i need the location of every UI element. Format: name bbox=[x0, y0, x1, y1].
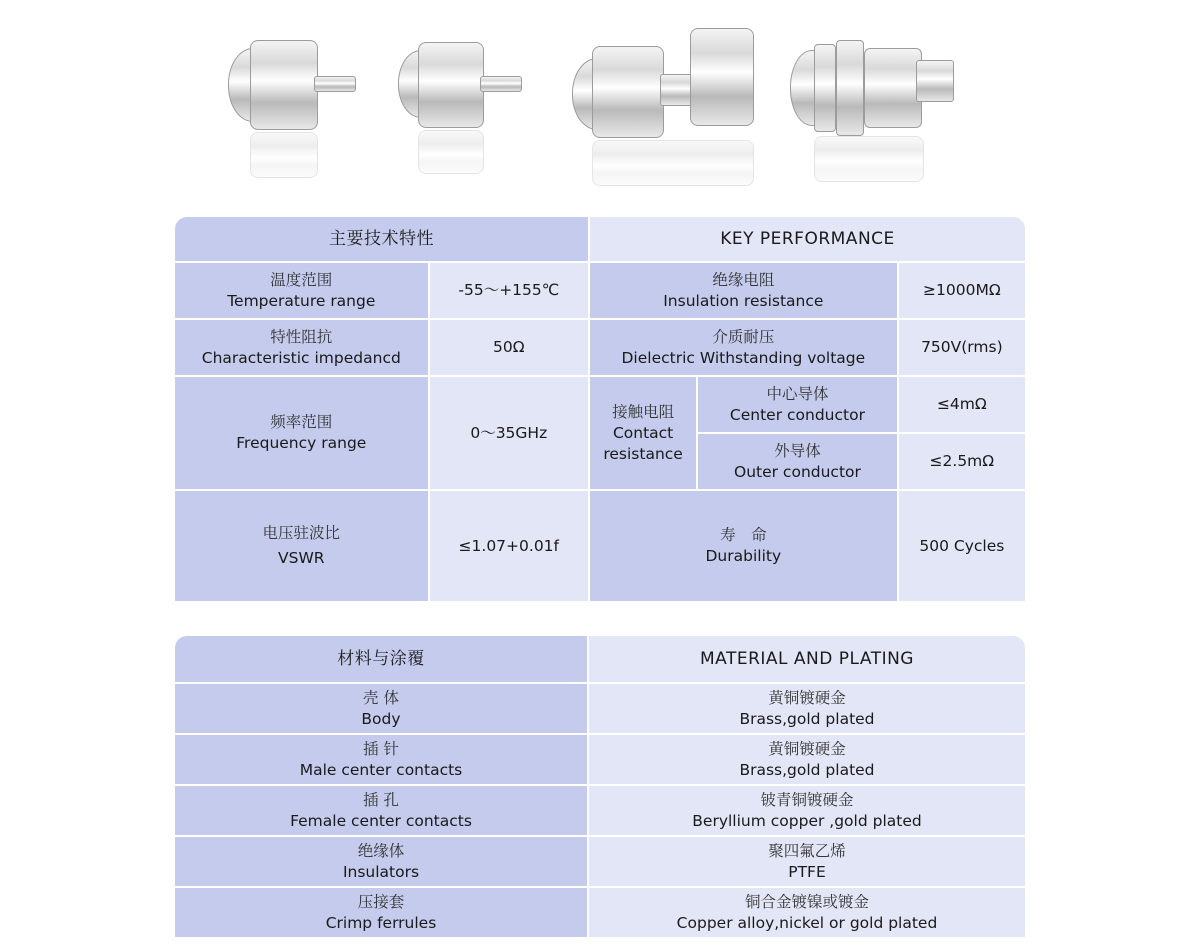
impedance-value: 50Ω bbox=[430, 320, 588, 375]
vswr-label: 电压驻波比 VSWR bbox=[175, 491, 428, 601]
material-value-body: 黄铜镀硬金 Brass,gold plated bbox=[589, 684, 1025, 733]
material-part-male-contacts: 插 针 Male center contacts bbox=[175, 735, 587, 784]
outer-conductor-label: 外导体 Outer conductor bbox=[698, 434, 896, 489]
material-value-male-contacts: 黄铜镀硬金 Brass,gold plated bbox=[589, 735, 1025, 784]
material-part-female-contacts: 插 孔 Female center contacts bbox=[175, 786, 587, 835]
center-conductor-value: ≤4mΩ bbox=[899, 377, 1025, 432]
material-value-insulators: 聚四氟乙烯 PTFE bbox=[589, 837, 1025, 886]
durability-value: 500 Cycles bbox=[899, 491, 1025, 601]
durability-label: 寿 命 Durability bbox=[590, 491, 897, 601]
sma-adapter-image bbox=[572, 28, 762, 188]
insulation-resistance-label: 绝缘电阻 Insulation resistance bbox=[590, 263, 897, 318]
key-performance-table bbox=[173, 215, 1027, 603]
dielectric-voltage-label: 介质耐压 Dielectric Withstanding voltage bbox=[590, 320, 897, 375]
material-header-zh: 材料与涂覆 bbox=[175, 636, 587, 682]
performance-header-zh: 主要技术特性 bbox=[175, 217, 588, 261]
insulation-resistance-value: ≥1000MΩ bbox=[899, 263, 1025, 318]
sma-plug-image-2 bbox=[398, 40, 528, 180]
material-header-en: MATERIAL AND PLATING bbox=[589, 636, 1025, 682]
frequency-label: 频率范围 Frequency range bbox=[175, 377, 428, 489]
impedance-label: 特性阻抗 Characteristic impedancd bbox=[175, 320, 428, 375]
material-value-female-contacts: 铍青铜镀硬金 Beryllium copper ,gold plated bbox=[589, 786, 1025, 835]
sma-bulkhead-jack-image bbox=[790, 40, 960, 190]
dielectric-voltage-value: 750V(rms) bbox=[899, 320, 1025, 375]
material-value-crimp-ferrules: 铜合金镀镍或镀金 Copper alloy,nickel or gold plated bbox=[589, 888, 1025, 937]
contact-resistance-label: 接触电阻 Contact resistance bbox=[590, 377, 696, 489]
vswr-value: ≤1.07+0.01f bbox=[430, 491, 588, 601]
outer-conductor-value: ≤2.5mΩ bbox=[899, 434, 1025, 489]
frequency-value: 0～35GHz bbox=[430, 377, 588, 489]
performance-header-en: KEY PERFORMANCE bbox=[590, 217, 1025, 261]
sma-plug-image-1 bbox=[228, 40, 368, 180]
material-part-insulators: 绝缘体 Insulators bbox=[175, 837, 587, 886]
material-part-crimp-ferrules: 压接套 Crimp ferrules bbox=[175, 888, 587, 937]
center-conductor-label: 中心导体 Center conductor bbox=[698, 377, 896, 432]
material-part-body: 壳 体 Body bbox=[175, 684, 587, 733]
temperature-label: 温度范围 Temperature range bbox=[175, 263, 428, 318]
material-plating-table bbox=[173, 634, 1027, 939]
temperature-value: -55～+155℃ bbox=[430, 263, 588, 318]
product-photos bbox=[0, 0, 1200, 200]
